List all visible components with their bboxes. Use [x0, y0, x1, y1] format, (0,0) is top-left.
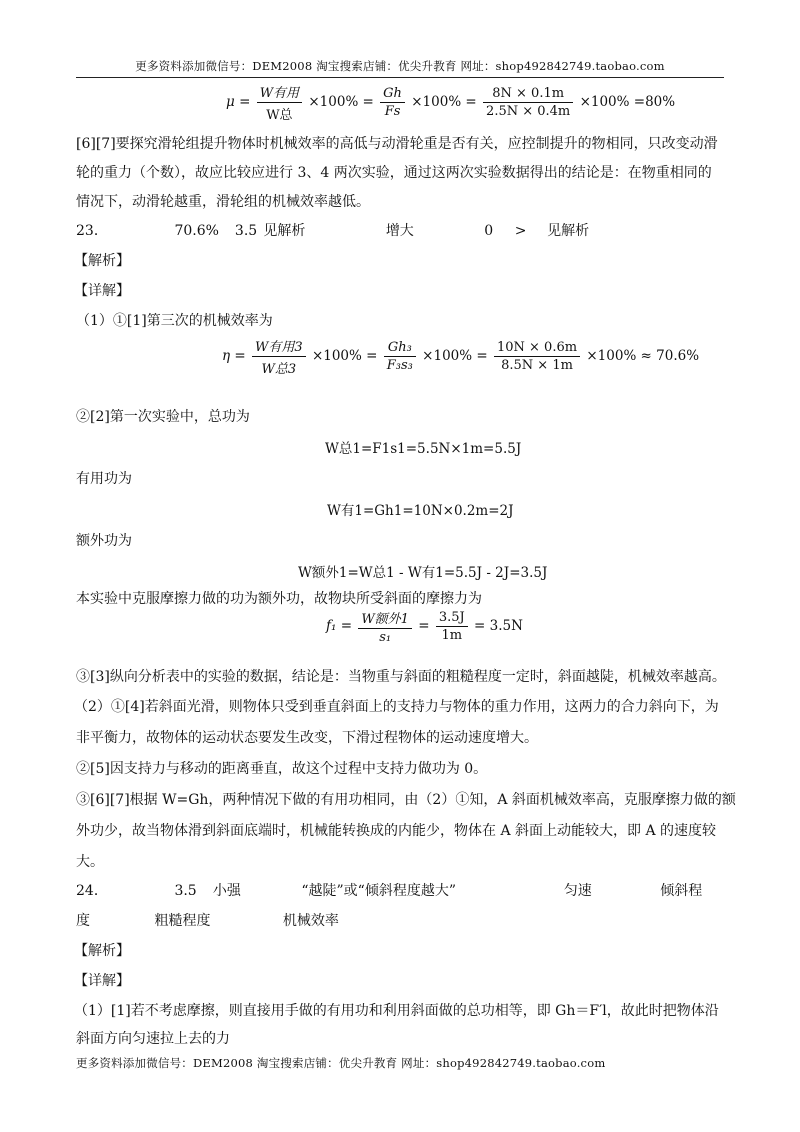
- q24-answer-line-2: [76, 910, 339, 930]
- eq2-result: ×100% ≈ 70.6%: [586, 348, 700, 364]
- para-67-line-2: 轮的重力（个数），故应比较应进行 3、4 两次实验，通过这两次实验数据得出的结论是：在物重相同的: [76, 165, 712, 181]
- q24-answer-6: 粗糙程度: [154, 913, 211, 929]
- friction-text: 本实验中克服摩擦力做的功为额外功，故物块所受斜面的摩擦力为: [76, 591, 482, 607]
- header-rule: [76, 77, 724, 78]
- q23-answer-4: 增大: [385, 223, 414, 239]
- q24-answer-2: 小强: [212, 883, 241, 899]
- q24-number: 24．: [76, 883, 108, 899]
- para-67-line-1: [6][7]要探究滑轮组提升物体时机械效率的高低与动滑轮重是否有关，应控制提升的物相同，只改变动滑: [76, 136, 718, 152]
- equation-efficiency-1: [226, 82, 675, 123]
- q23-number: 23．: [76, 223, 108, 239]
- equation-friction: [326, 608, 523, 645]
- page-header: 更多资料添加微信号：DEM2008 淘宝搜索店铺：优尖升教育 网址：shop492842749.taobao.com: [135, 59, 665, 73]
- q23-answer-2: 3.5: [234, 223, 258, 239]
- step-2-intro: ②[2]第一次实验中，总功为: [76, 409, 250, 425]
- xiangjie-label-2: 【详解】: [74, 973, 130, 989]
- q23-answer-line: [76, 220, 589, 240]
- q24-answer-5-cont: 度: [76, 913, 90, 929]
- jiexi-label-1: 【解析】: [74, 253, 130, 269]
- equation-extra-work: W额外1=W总1 - W有1=5.5J - 2J=3.5J: [298, 565, 548, 581]
- eqf-equals: =: [418, 618, 430, 634]
- q24-answer-7: 机械效率: [282, 913, 339, 929]
- eq1-frac-1: $\frac{\text{W有用}}{\text{W总}}$: [257, 82, 302, 123]
- q24-answer-5: 倾斜程: [660, 883, 703, 899]
- step-6-line-1: ③[6][7]根据 W=Gh，两种情况下做的有用功相同，由（2）①知，A 斜面机械效率高，克服摩擦力做的额: [76, 792, 736, 808]
- eqf-result: = 3.5N: [474, 618, 523, 634]
- q23-answer-3: 见解析: [263, 223, 306, 239]
- eq2-times-2: ×100% =: [422, 348, 488, 364]
- eq2-frac-1: $\frac{\text{W有用3}}{\text{W总3}}$: [252, 336, 306, 377]
- eqf-frac-1: $\frac{\text{W额外1}}{\text{s₁}}$: [358, 608, 412, 645]
- eq2-frac-2: $\frac{\text{Gh₃}}{\text{F₃s₃}}$: [384, 340, 416, 373]
- q23-answer-1: 70.6%: [174, 223, 219, 239]
- q23-answer-6: >: [514, 223, 527, 239]
- para-67-line-3: 情况下，动滑轮越重，滑轮组的机械效率越低。: [76, 194, 370, 210]
- step-7-line-1: （1）[1]若不考虑摩擦，则直接用手做的有用功和利用斜面做的总功相等，即 Gh＝F′l，故此时把物体沿: [74, 1003, 719, 1019]
- page-footer: 更多资料添加微信号：DEM2008 淘宝搜索店铺：优尖升教育 网址：shop492842749.taobao.com: [76, 1056, 606, 1070]
- eq1-times-2: ×100% =: [411, 94, 477, 110]
- step-4-line-2: 非平衡力，故物体的运动状态要发生改变，下滑过程物体的运动速度增大。: [76, 730, 538, 746]
- step-6-line-3: 大。: [76, 854, 104, 870]
- q23-answer-5: 0: [484, 223, 494, 239]
- step-7-line-2: 斜面方向匀速拉上去的力: [76, 1031, 230, 1047]
- eq1-lhs: μ =: [226, 94, 251, 110]
- equation-useful-work: W有1=Gh1=10N×0.2m=2J: [327, 503, 514, 519]
- step-1-intro: （1）①[1]第三次的机械效率为: [76, 313, 273, 329]
- eq2-times-1: ×100% =: [311, 348, 378, 364]
- step-4-line-1: （2）①[4]若斜面光滑，则物体只受到垂直斜面上的支持力与物体的重力作用，这两力的合力斜向下，为: [74, 699, 719, 715]
- eqf-frac-2: $\frac{3.5J}{1m}$: [436, 610, 468, 643]
- jiexi-label-2: 【解析】: [74, 943, 130, 959]
- q24-answer-1: 3.5: [174, 883, 197, 899]
- xiangjie-label-1: 【详解】: [74, 283, 130, 299]
- eq1-frac-2: $\frac{Gh}{Fs}$: [380, 86, 405, 119]
- eqf-lhs: f₁ =: [326, 618, 353, 634]
- step-5: ②[5]因支持力与移动的距离垂直，故这个过程中支持力做功为 0。: [76, 761, 488, 777]
- eq1-frac-3: $\frac{8N \times 0.1m}{2.5N \times 0.4m}$: [483, 86, 573, 119]
- equation-efficiency-3: [222, 336, 699, 377]
- equation-total-work: W总1=F1s1=5.5N×1m=5.5J: [325, 441, 522, 457]
- step-3: ③[3]纵向分析表中的实验的数据，结论是：当物重与斜面的粗糙程度一定时，斜面越陡，机械效率越高。: [76, 669, 726, 685]
- eq1-times-1: ×100% =: [308, 94, 374, 110]
- q24-answer-line-1: [76, 880, 702, 900]
- q23-answer-7: 见解析: [547, 223, 590, 239]
- eq2-lhs: η =: [222, 348, 246, 364]
- extra-work-label: 额外功为: [76, 533, 132, 549]
- useful-work-label: 有用功为: [76, 471, 132, 487]
- q24-answer-3: “越陡”或“倾斜程度越大”: [301, 883, 456, 899]
- eq1-result: ×100% =80%: [579, 94, 676, 110]
- eq2-frac-3: $\frac{10N \times 0.6m}{8.5N \times 1m}$: [494, 340, 580, 373]
- step-6-line-2: 外功少，故当物体滑到斜面底端时，机械能转换成的内能少，物体在 A 斜面上动能较大，即 A 的速度较: [76, 823, 717, 839]
- q24-answer-4: 匀速: [563, 883, 592, 899]
